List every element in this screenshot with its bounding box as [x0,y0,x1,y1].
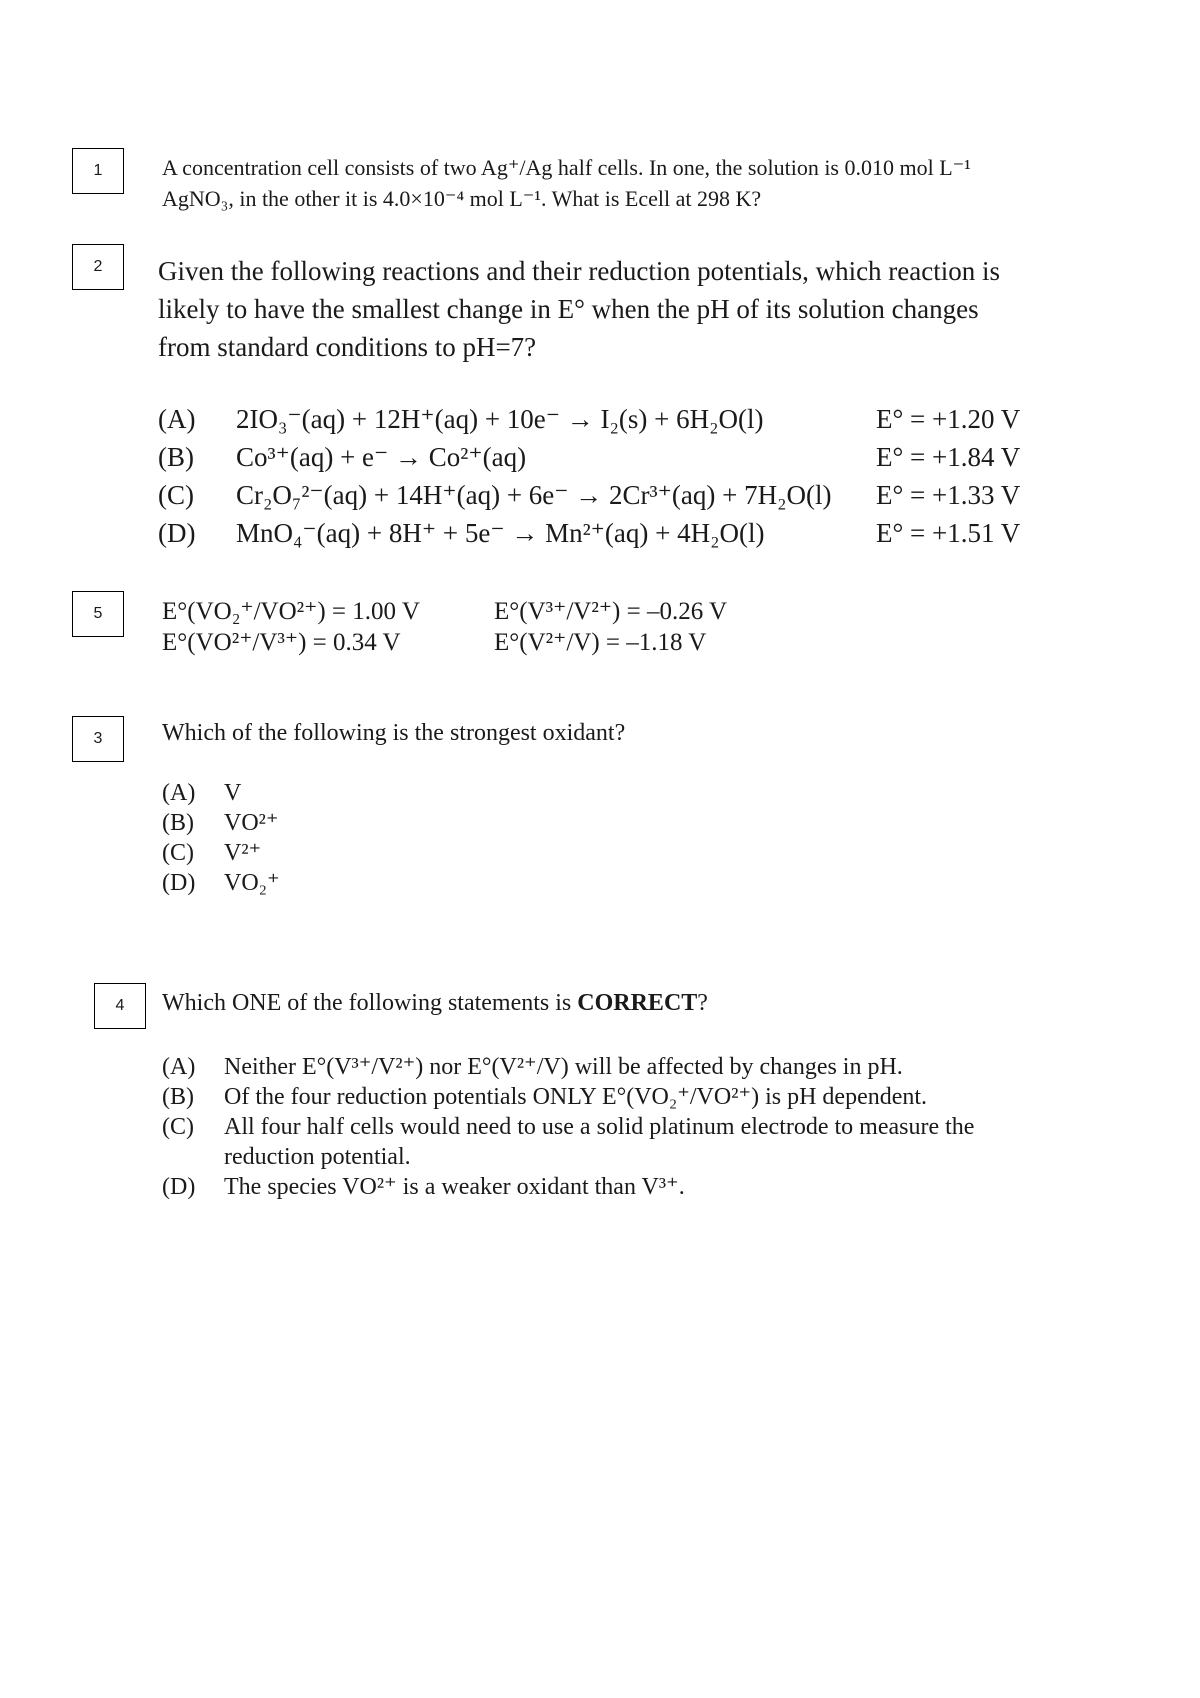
option-row [162,1052,974,1082]
question-4-stem-emphasis: CORRECT [577,990,698,1016]
option-reaction: Cr₂O₇²⁻(aq) + 14H⁺(aq) + 6e⁻ → 2Cr³⁺(aq) + 7H₂O(l) [236,480,832,510]
question-number: 3 [93,730,103,747]
option-reaction: 2IO₃⁻(aq) + 12H⁺(aq) + 10e⁻ → I₂(s) + 6H₂O(l) [236,404,764,434]
option-letter: (C) [162,840,194,866]
option-reaction: MnO₄⁻(aq) + 8H⁺ + 5e⁻ → Mn²⁺(aq) + 4H₂O(l) [236,518,765,548]
option-potential: E° = +1.33 V [876,480,1021,510]
question-1-text [162,152,971,214]
option-potential: E° = +1.51 V [876,518,1021,548]
question-2-stem [158,252,1000,366]
option-row [162,1172,974,1202]
question-2-line-1: Given the following reactions and their reduction potentials, which reaction is [158,256,1001,286]
option-row [162,1082,974,1112]
question-number: 2 [93,258,103,275]
question-number-box [72,716,124,762]
option-potential: E° = +1.20 V [876,404,1021,434]
question-1-line-2: AgNO₃, in the other it is 4.0×10⁻⁴ mol L⁻¹. What is Ecell at 298 K? [162,186,762,211]
option-row [162,778,280,808]
question-2-line-2: likely to have the smallest change in E° when the pH of its solution changes [158,294,979,324]
option-text: Of the four reduction potentials ONLY E°(VO₂⁺/VO²⁺) is pH dependent. [224,1084,928,1110]
question-1-line-1: A concentration cell consists of two Ag⁺/Ag half cells. In one, the solution is 0.010 mol L⁻¹ [162,155,971,180]
option-row [162,1142,974,1172]
question-number-box [94,983,146,1029]
option-text: All four half cells would need to use a solid platinum electrode to measure the [224,1114,975,1140]
option-row [158,442,526,473]
option-row [162,808,280,838]
option-row [162,1112,974,1142]
option-row [162,838,280,868]
option-letter: (C) [162,1114,194,1140]
potential-item: E°(VO²⁺/V³⁺) = 0.34 V [162,629,401,656]
option-row [158,404,764,435]
question-number-box [72,244,124,290]
option-text: VO²⁺ [224,810,279,836]
potential-item: E°(VO₂⁺/VO²⁺) = 1.00 V [162,598,420,625]
option-letter: (B) [162,1084,194,1110]
option-letter: (B) [158,442,194,472]
option-letter: (C) [158,480,194,510]
question-number: 5 [93,605,103,622]
option-row [158,518,765,549]
option-letter: (A) [162,1054,196,1080]
option-potential: E° = +1.84 V [876,442,1021,472]
option-row [158,480,831,511]
option-letter: (D) [162,1174,196,1200]
potential-item: E°(V²⁺/V) = –1.18 V [494,629,707,656]
question-4-stem [162,990,708,1017]
question-number: 4 [115,997,125,1014]
option-text: reduction potential. [224,1144,411,1170]
option-text: VO₂⁺ [224,870,280,896]
option-letter: (A) [162,780,196,806]
option-reaction: Co³⁺(aq) + e⁻ → Co²⁺(aq) [236,442,527,472]
question-number-box [72,591,124,637]
option-text: V [224,780,242,806]
option-letter: (D) [158,518,196,548]
question-number: 1 [93,162,103,179]
potential-item: E°(V³⁺/V²⁺) = –0.26 V [494,598,728,625]
question-2-line-3: from standard conditions to pH=7? [158,332,537,362]
question-4-options [162,1052,974,1202]
option-letter: (A) [158,404,196,434]
option-row [162,868,280,898]
question-number-box [72,148,124,194]
question-4-stem-text: Which ONE of the following statements is [162,990,578,1016]
question-3-stem: Which of the following is the strongest oxidant? [162,720,626,746]
option-text: V²⁺ [224,840,262,866]
option-letter: (B) [162,810,194,836]
option-text: The species VO²⁺ is a weaker oxidant than V³⁺. [224,1174,685,1200]
option-text: Neither E°(V³⁺/V²⁺) nor E°(V²⁺/V) will be affected by changes in pH. [224,1054,903,1080]
question-4-stem-end: ? [697,990,708,1016]
option-letter: (D) [162,870,196,896]
question-3-options [162,778,280,898]
